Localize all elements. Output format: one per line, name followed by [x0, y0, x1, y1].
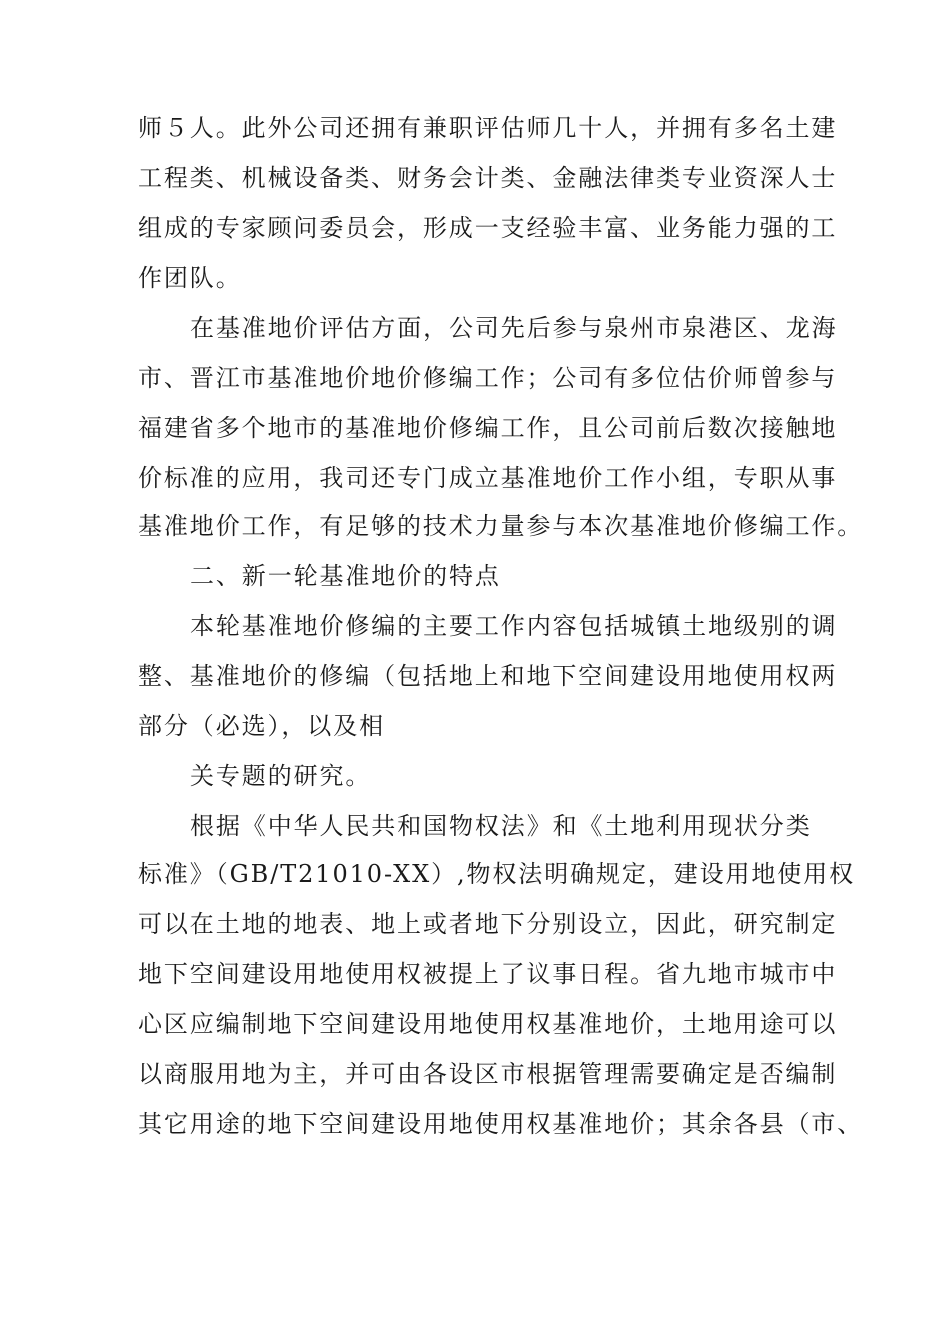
text-line: 工程类、机械设备类、财务会计类、金融法律类专业资深人士 [138, 164, 838, 192]
text-line: 地下空间建设用地使用权被提上了议事日程。省九地市城市中 [138, 960, 838, 988]
text-line: 整、基准地价的修编（包括地上和地下空间建设用地使用权两 [138, 662, 838, 690]
text-line: 部分（必选），以及相 [138, 712, 385, 740]
section-heading: 二、新一轮基准地价的特点 [190, 562, 501, 590]
text-line: 作团队。 [138, 264, 242, 292]
text-line: 基准地价工作，有足够的技术力量参与本次基准地价修编工作。 [138, 512, 864, 540]
text-line: 价标准的应用，我司还专门成立基准地价工作小组，专职从事 [138, 464, 838, 492]
text-line: 在基准地价评估方面，公司先后参与泉州市泉港区、龙海 [190, 314, 838, 342]
text-line: 标准》（GB/T21010-XX）,物权法明确规定，建设用地使用权 [138, 860, 856, 888]
text-line: 以商服用地为主，并可由各设区市根据管理需要确定是否编制 [138, 1060, 838, 1088]
text-line: 市、晋江市基准地价地价修编工作；公司有多位估价师曾参与 [138, 364, 838, 392]
text-line: 根据《中华人民共和国物权法》和《土地利用现状分类 [190, 812, 812, 840]
text-line: 心区应编制地下空间建设用地使用权基准地价，土地用途可以 [138, 1010, 838, 1038]
text-line: 师５人。此外公司还拥有兼职评估师几十人，并拥有多名土建 [138, 114, 838, 142]
text-line: 本轮基准地价修编的主要工作内容包括城镇土地级别的调 [190, 612, 838, 640]
text-line: 关专题的研究。 [190, 762, 372, 790]
text-line: 福建省多个地市的基准地价修编工作，且公司前后数次接触地 [138, 414, 838, 442]
text-line: 可以在土地的地表、地上或者地下分别设立，因此，研究制定 [138, 910, 838, 938]
text-line: 组成的专家顾问委员会，形成一支经验丰富、业务能力强的工 [138, 214, 838, 242]
text-line: 其它用途的地下空间建设用地使用权基准地价；其余各县（市、 [138, 1110, 864, 1138]
